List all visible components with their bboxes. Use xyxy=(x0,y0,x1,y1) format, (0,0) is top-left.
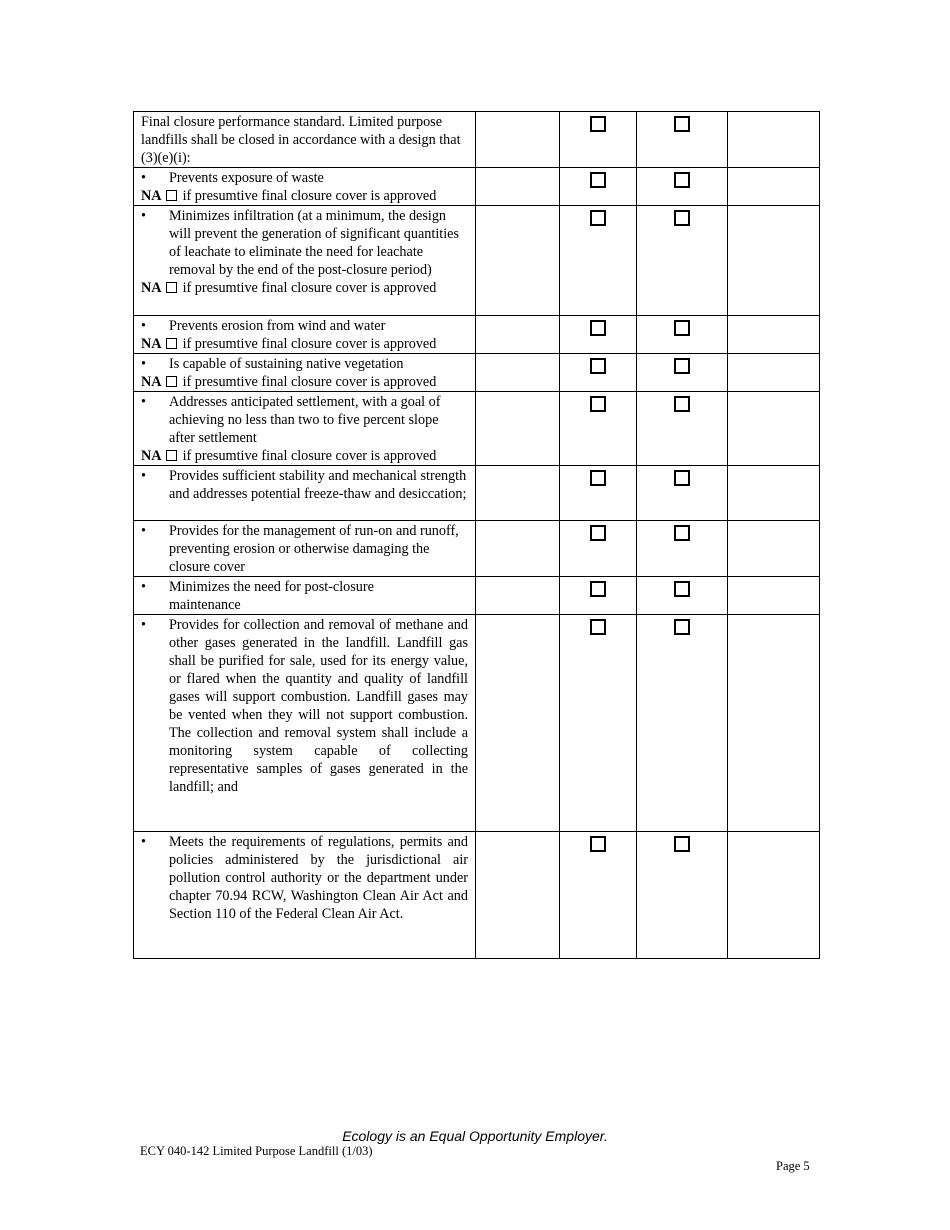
checkbox-cell xyxy=(560,832,637,959)
checkbox-no[interactable] xyxy=(674,581,690,597)
table-row xyxy=(134,316,820,354)
checkbox-no[interactable] xyxy=(674,836,690,852)
checkbox-cell xyxy=(637,316,728,354)
na-text: if presumtive final closure cover is approved xyxy=(182,280,437,296)
requirement-cell xyxy=(134,354,476,392)
table-row xyxy=(134,577,820,615)
bullet: • xyxy=(141,579,146,595)
bullet: • xyxy=(141,617,146,633)
bullet: • xyxy=(141,834,146,850)
na-checkbox[interactable] xyxy=(166,376,177,387)
checkbox-cell xyxy=(560,206,637,316)
reference-cell xyxy=(476,316,560,354)
checkbox-yes[interactable] xyxy=(590,358,606,374)
requirement-cell xyxy=(134,206,476,316)
na-text: if presumtive final closure cover is approved xyxy=(182,374,437,390)
requirement-cell xyxy=(134,615,476,832)
reference-cell xyxy=(476,577,560,615)
reference-cell xyxy=(476,466,560,521)
requirement-text: Provides for the management of run-on and runoff, preventing erosion or otherwise damaging the closure cover xyxy=(169,523,459,575)
requirement-cell xyxy=(134,466,476,521)
checkbox-yes[interactable] xyxy=(590,210,606,226)
requirement-text: Meets the requirements of regulations, permits and policies administered by the jurisdictional air pollution control authority or the department under chapter 70.94 RCW, Washington Clean Air Act and Section 110 of the Federal Clean Air Act. xyxy=(169,834,468,922)
equal-opportunity-note: Ecology is an Equal Opportunity Employer. xyxy=(342,1128,608,1144)
reference-cell xyxy=(476,206,560,316)
requirements-checklist-table xyxy=(133,111,820,959)
bullet: • xyxy=(141,523,146,539)
form-identifier: ECY 040-142 Limited Purpose Landfill (1/03) xyxy=(140,1144,373,1158)
checkbox-yes[interactable] xyxy=(590,581,606,597)
checkbox-yes[interactable] xyxy=(590,525,606,541)
checkbox-cell xyxy=(560,316,637,354)
comments-cell xyxy=(728,206,820,316)
comments-cell xyxy=(728,392,820,466)
na-checkbox[interactable] xyxy=(166,282,177,293)
checkbox-cell xyxy=(560,112,637,168)
requirement-cell xyxy=(134,577,476,615)
na-label: NA xyxy=(141,448,162,464)
reference-cell xyxy=(476,392,560,466)
checkbox-cell xyxy=(560,577,637,615)
checkbox-no[interactable] xyxy=(674,358,690,374)
checkbox-cell xyxy=(560,615,637,832)
requirement-cell xyxy=(134,112,476,168)
checkbox-yes[interactable] xyxy=(590,172,606,188)
checkbox-cell xyxy=(637,577,728,615)
checkbox-cell xyxy=(560,354,637,392)
comments-cell xyxy=(728,112,820,168)
table-row xyxy=(134,521,820,577)
checkbox-cell xyxy=(560,466,637,521)
checkbox-no[interactable] xyxy=(674,396,690,412)
checkbox-cell xyxy=(637,466,728,521)
requirement-cell xyxy=(134,316,476,354)
checkbox-yes[interactable] xyxy=(590,116,606,132)
checkbox-yes[interactable] xyxy=(590,619,606,635)
reference-cell xyxy=(476,168,560,206)
bullet: • xyxy=(141,468,146,484)
bullet: • xyxy=(141,208,146,224)
bullet: • xyxy=(141,356,146,372)
checkbox-cell xyxy=(560,392,637,466)
na-label: NA xyxy=(141,336,162,352)
checkbox-yes[interactable] xyxy=(590,470,606,486)
requirement-text: Final closure performance standard. Limited purpose landfills shall be closed in accordance with a design that (3)(e)(i): xyxy=(141,114,461,166)
requirement-text: Minimizes infiltration (at a minimum, the design will prevent the generation of significant quantities of leachate to eliminate the need for leachate removal by the end of the post-closure period) xyxy=(169,208,459,278)
checkbox-cell xyxy=(560,168,637,206)
requirement-text: Provides sufficient stability and mechanical strength and addresses potential freeze-thaw and desiccation; xyxy=(169,468,467,502)
na-text: if presumtive final closure cover is approved xyxy=(182,188,437,204)
comments-cell xyxy=(728,316,820,354)
na-label: NA xyxy=(141,374,162,390)
requirement-text: Addresses anticipated settlement, with a goal of achieving no less than two to five percent slope after settlement xyxy=(169,394,441,446)
table-row xyxy=(134,168,820,206)
checkbox-no[interactable] xyxy=(674,470,690,486)
page-number: Page 5 xyxy=(776,1159,810,1173)
requirement-text: Prevents erosion from wind and water xyxy=(169,318,386,334)
na-label: NA xyxy=(141,280,162,296)
na-text: if presumtive final closure cover is approved xyxy=(182,336,437,352)
requirement-cell xyxy=(134,521,476,577)
checkbox-yes[interactable] xyxy=(590,836,606,852)
checkbox-cell xyxy=(637,832,728,959)
na-text: if presumtive final closure cover is approved xyxy=(182,448,437,464)
reference-cell xyxy=(476,615,560,832)
table-row xyxy=(134,392,820,466)
checkbox-no[interactable] xyxy=(674,172,690,188)
table-row xyxy=(134,615,820,832)
checkbox-yes[interactable] xyxy=(590,320,606,336)
requirement-text: Prevents exposure of waste xyxy=(169,170,324,186)
table-row xyxy=(134,112,820,168)
checkbox-no[interactable] xyxy=(674,210,690,226)
bullet: • xyxy=(141,318,146,334)
reference-cell xyxy=(476,354,560,392)
checkbox-cell xyxy=(637,615,728,832)
checkbox-yes[interactable] xyxy=(590,396,606,412)
bullet: • xyxy=(141,394,146,410)
checkbox-cell xyxy=(560,521,637,577)
requirement-cell xyxy=(134,392,476,466)
reference-cell xyxy=(476,521,560,577)
comments-cell xyxy=(728,615,820,832)
checkbox-cell xyxy=(637,112,728,168)
checkbox-cell xyxy=(637,392,728,466)
table-row xyxy=(134,206,820,316)
checkbox-no[interactable] xyxy=(674,619,690,635)
reference-cell xyxy=(476,112,560,168)
na-label: NA xyxy=(141,188,162,204)
requirement-text: Provides for collection and removal of methane and other gases generated in the landfill. Landfill gas shall be purified for sale, used for its energy value, or flared when the quantity and quality of landfill gases will support combustion. Landfill gases may be vented when they will not support combustion. The collection and removal system shall include a monitoring system capable of collecting representative samples of gases generated in the landfill; and xyxy=(169,617,468,795)
comments-cell xyxy=(728,354,820,392)
bullet: • xyxy=(141,170,146,186)
table-row xyxy=(134,466,820,521)
comments-cell xyxy=(728,168,820,206)
reference-cell xyxy=(476,832,560,959)
checkbox-cell xyxy=(637,206,728,316)
comments-cell xyxy=(728,521,820,577)
table-row xyxy=(134,354,820,392)
checkbox-cell xyxy=(637,521,728,577)
comments-cell xyxy=(728,466,820,521)
requirement-cell xyxy=(134,832,476,959)
checkbox-no[interactable] xyxy=(674,116,690,132)
checkbox-no[interactable] xyxy=(674,320,690,336)
requirement-text: Minimizes the need for post-closure maintenance xyxy=(169,579,374,613)
requirement-cell xyxy=(134,168,476,206)
na-checkbox[interactable] xyxy=(166,190,177,201)
checkbox-no[interactable] xyxy=(674,525,690,541)
table-row xyxy=(134,832,820,959)
na-checkbox[interactable] xyxy=(166,450,177,461)
checkbox-cell xyxy=(637,354,728,392)
checkbox-cell xyxy=(637,168,728,206)
requirement-text: Is capable of sustaining native vegetation xyxy=(169,356,404,372)
comments-cell xyxy=(728,832,820,959)
na-checkbox[interactable] xyxy=(166,338,177,349)
comments-cell xyxy=(728,577,820,615)
